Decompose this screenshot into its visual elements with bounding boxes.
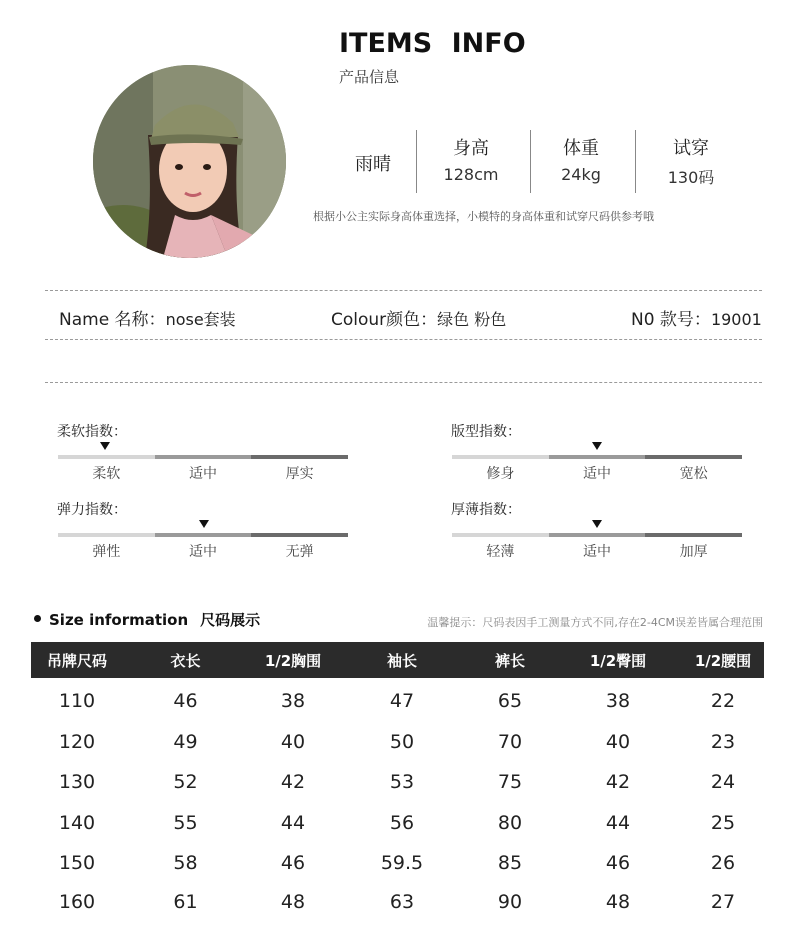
thickness-bar	[452, 533, 742, 537]
thickness-marker	[592, 520, 602, 528]
softness-label: 厚实	[285, 466, 314, 482]
size-title-cn: 尺码展示	[200, 611, 261, 629]
elasticity-title: 弹力指数：	[57, 502, 127, 518]
table-cell: 24	[710, 771, 736, 793]
elasticity-marker	[199, 520, 209, 528]
dashed-divider	[45, 339, 762, 340]
table-row	[31, 690, 764, 712]
table-cell: 140	[58, 812, 96, 834]
table-cell: 130	[58, 771, 96, 793]
table-cell: 85	[497, 852, 523, 874]
stat-fit-label: 试穿	[673, 138, 709, 159]
table-cell: 65	[497, 690, 523, 712]
fit-label: 宽松	[679, 466, 708, 482]
softness-label: 柔软	[92, 466, 121, 482]
divider	[416, 130, 417, 193]
table-cell: 63	[389, 891, 415, 913]
table-cell: 70	[497, 731, 523, 753]
elasticity-label: 弹性	[92, 544, 121, 560]
stat-fit-value: 130码	[667, 168, 715, 187]
table-cell: 47	[389, 690, 415, 712]
bullet-icon	[34, 615, 41, 622]
softness-labels	[58, 463, 348, 483]
stat-height-value: 128cm	[443, 165, 499, 184]
product-colour-value: 绿色 粉色	[437, 310, 507, 329]
table-cell: 90	[497, 891, 523, 913]
model-name: 雨晴	[355, 154, 391, 175]
size-section-title	[49, 609, 260, 630]
table-cell: 80	[497, 812, 523, 834]
stat-height	[421, 134, 521, 184]
product-name-label: Name 名称：	[59, 310, 166, 330]
column-header: 1/2腰围	[694, 651, 752, 670]
table-cell: 150	[58, 852, 96, 874]
fit-labels	[452, 463, 742, 483]
table-cell: 53	[389, 771, 415, 793]
dashed-divider	[45, 382, 762, 383]
elasticity-labels	[58, 541, 348, 561]
table-cell: 23	[710, 731, 736, 753]
elasticity-label: 适中	[189, 544, 217, 560]
model-photo-illustration	[93, 65, 286, 258]
product-name-value: nose套装	[165, 310, 236, 329]
table-cell: 48	[280, 891, 306, 913]
table-cell: 26	[710, 852, 736, 874]
product-colour	[331, 305, 506, 330]
stat-fit	[641, 134, 741, 188]
softness-label: 适中	[189, 466, 217, 482]
table-cell: 44	[605, 812, 631, 834]
product-colour-label: Colour颜色：	[331, 310, 438, 330]
table-row	[31, 891, 764, 913]
table-row	[31, 852, 764, 874]
table-cell: 25	[710, 812, 736, 834]
table-cell: 22	[710, 690, 736, 712]
thickness-labels	[452, 541, 742, 561]
table-cell: 40	[280, 731, 306, 753]
column-header: 1/2胸围	[264, 651, 322, 670]
model-photo	[93, 65, 286, 258]
table-cell: 46	[280, 852, 306, 874]
fit-label: 修身	[486, 466, 515, 482]
table-cell: 49	[173, 731, 198, 753]
model-note: 根据小公主实际身高体重选择，小模特的身高体重和试穿尺码供参考哦	[313, 210, 654, 223]
stat-weight-value: 24kg	[561, 165, 601, 184]
table-cell: 38	[605, 690, 631, 712]
table-cell: 58	[173, 852, 198, 874]
fit-title: 版型指数：	[451, 424, 521, 440]
table-cell: 50	[389, 731, 415, 753]
thickness-label: 加厚	[679, 544, 708, 560]
elasticity-label: 无弹	[285, 544, 314, 560]
divider	[635, 130, 636, 193]
size-title-en: Size information	[49, 611, 189, 629]
stat-height-label: 身高	[453, 138, 489, 159]
elasticity-bar	[58, 533, 348, 537]
table-cell: 40	[605, 731, 631, 753]
thickness-title: 厚薄指数：	[451, 502, 521, 518]
column-header: 裤长	[494, 651, 525, 670]
table-cell: 110	[58, 690, 96, 712]
table-cell: 160	[58, 891, 96, 913]
column-header: 衣长	[170, 651, 201, 670]
product-name	[59, 305, 236, 330]
table-row	[31, 812, 764, 834]
product-number	[631, 305, 762, 330]
table-row	[31, 731, 764, 753]
page-subtitle: 产品信息	[339, 68, 400, 86]
softness-title: 柔软指数：	[57, 424, 127, 440]
table-cell: 56	[389, 812, 415, 834]
table-cell: 44	[280, 812, 306, 834]
table-cell: 48	[605, 891, 631, 913]
table-cell: 52	[173, 771, 198, 793]
softness-bar	[58, 455, 348, 459]
softness-marker	[100, 442, 110, 450]
table-cell: 46	[173, 690, 198, 712]
table-cell: 55	[173, 812, 198, 834]
product-number-label: N0 款号：	[631, 310, 711, 330]
thickness-label: 适中	[583, 544, 611, 560]
fit-bar	[452, 455, 742, 459]
size-table-header	[31, 642, 764, 678]
table-cell: 59.5	[380, 852, 424, 874]
page-title: ITEMS INFO	[339, 28, 526, 59]
stat-weight	[531, 134, 631, 184]
table-cell: 27	[710, 891, 736, 913]
table-cell: 75	[497, 771, 523, 793]
table-cell: 42	[605, 771, 631, 793]
size-tip: 温馨提示：尺码表因手工测量方式不同,存在2-4CM误差皆属合理范围	[427, 616, 763, 629]
fit-marker	[592, 442, 602, 450]
column-header: 袖长	[386, 651, 417, 670]
dashed-divider	[45, 290, 762, 291]
column-header: 吊牌尺码	[46, 651, 107, 670]
table-cell: 61	[173, 891, 198, 913]
table-cell: 46	[605, 852, 631, 874]
table-row	[31, 771, 764, 793]
stat-weight-label: 体重	[563, 138, 599, 159]
fit-label: 适中	[583, 466, 611, 482]
column-header: 1/2臀围	[589, 651, 647, 670]
table-cell: 38	[280, 690, 306, 712]
table-cell: 42	[280, 771, 306, 793]
product-number-value: 19001	[710, 310, 762, 329]
table-cell: 120	[58, 731, 96, 753]
thickness-label: 轻薄	[486, 544, 515, 560]
